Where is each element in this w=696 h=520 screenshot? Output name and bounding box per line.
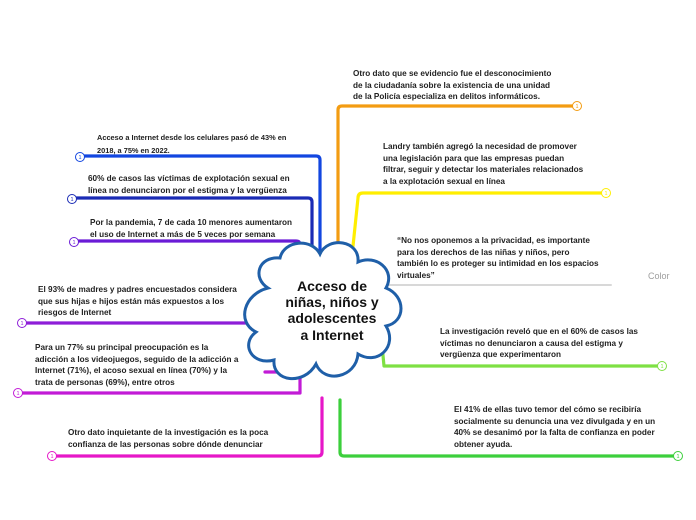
collapse-glyph-n8: 1 xyxy=(72,240,76,247)
collapse-glyph-n4: 1 xyxy=(660,364,664,371)
collapse-glyph-n10: 1 xyxy=(16,391,20,398)
topic-text-acceso-celulares[interactable]: Acceso a Internet desde los celulares pasó de 43% en 2018, a 75% en 2022. xyxy=(97,133,287,155)
collapse-button-n7[interactable] xyxy=(68,195,77,204)
topic-text-temor-denuncia[interactable]: El 41% de ellas tuvo temor del cómo se recibiría socialmente su denuncia una vez divulgada y en un 40% se desanimó por la falta de confianza en poder obtener ayuda. xyxy=(454,405,656,449)
collapse-button-n8[interactable] xyxy=(70,238,79,247)
collapse-button-n10[interactable] xyxy=(14,389,23,398)
branch-line-n6 xyxy=(80,156,320,262)
topic-text-confianza-denunciar[interactable]: Otro dato inquietante de la investigación es la poca confianza de las personas sobre dónde denunciar xyxy=(68,428,269,449)
topic-text-unidad-policia[interactable]: Otro dato que se evidencio fue el desconocimiento de la ciudadanía sobre la existencia de una unidad de la Policía especializa en delitos informáticos. xyxy=(353,69,552,102)
collapse-glyph-n1: 1 xyxy=(575,104,579,111)
collapse-glyph-n2: 1 xyxy=(604,191,608,198)
collapse-glyph-n7: 1 xyxy=(70,197,74,204)
central-topic-title[interactable]: Acceso de niñas, niños y adolescentes a Internet xyxy=(285,278,379,343)
collapse-glyph-n5: 1 xyxy=(676,454,680,461)
topic-text-60-casos[interactable]: 60% de casos las víctimas de explotación sexual en línea no denunciaron por el estigma y la vergüenza xyxy=(88,174,290,195)
collapse-button-n6[interactable] xyxy=(76,153,85,162)
collapse-button-n1[interactable] xyxy=(573,102,582,111)
topic-text-privacidad-cita[interactable]: “No nos oponemos a la privacidad, es importante para los derechos de las niñas y niños, pero también lo es proteger su intimidad en los espacios virtuales” xyxy=(397,236,599,280)
collapse-button-n4[interactable] xyxy=(658,362,667,371)
collapse-button-n5[interactable] xyxy=(674,452,683,461)
topic-text-93-madres-padres[interactable]: El 93% de madres y padres encuestados considera que sus hijas e hijos están más expuestos a los riesgos de Internet xyxy=(38,285,237,318)
topic-text-77-preocupacion[interactable]: Para un 77% su principal preocupación es la adicción a los videojuegos, seguido de la adicción a Internet (71%), el acoso sexual en línea (70%) y la trata de personas (69%), entre otros xyxy=(35,343,239,387)
collapse-button-n2[interactable] xyxy=(602,189,611,198)
collapse-button-n9[interactable] xyxy=(18,319,27,328)
topic-text-pandemia[interactable]: Por la pandemia, 7 de cada 10 menores aumentaron el uso de Internet a más de 5 veces por semana xyxy=(90,218,293,239)
collapse-glyph-n9: 1 xyxy=(20,321,24,328)
topic-text-estigma-verguenza[interactable]: La investigación reveló que en el 60% de casos las víctimas no denunciaron a causa del estigma y vergüenza que experimentaron xyxy=(440,327,638,360)
color-label[interactable]: Color xyxy=(648,271,670,281)
topic-text-legislacion-empresas[interactable]: Landry también agregó la necesidad de promover una legislación para que las empresas puedan filtrar, seguir y detectar los materiales relacionados a la explotación sexual en línea xyxy=(383,142,584,186)
collapse-glyph-n11: 1 xyxy=(50,454,54,461)
collapse-button-n11[interactable] xyxy=(48,452,57,461)
collapse-glyph-n6: 1 xyxy=(78,155,82,162)
